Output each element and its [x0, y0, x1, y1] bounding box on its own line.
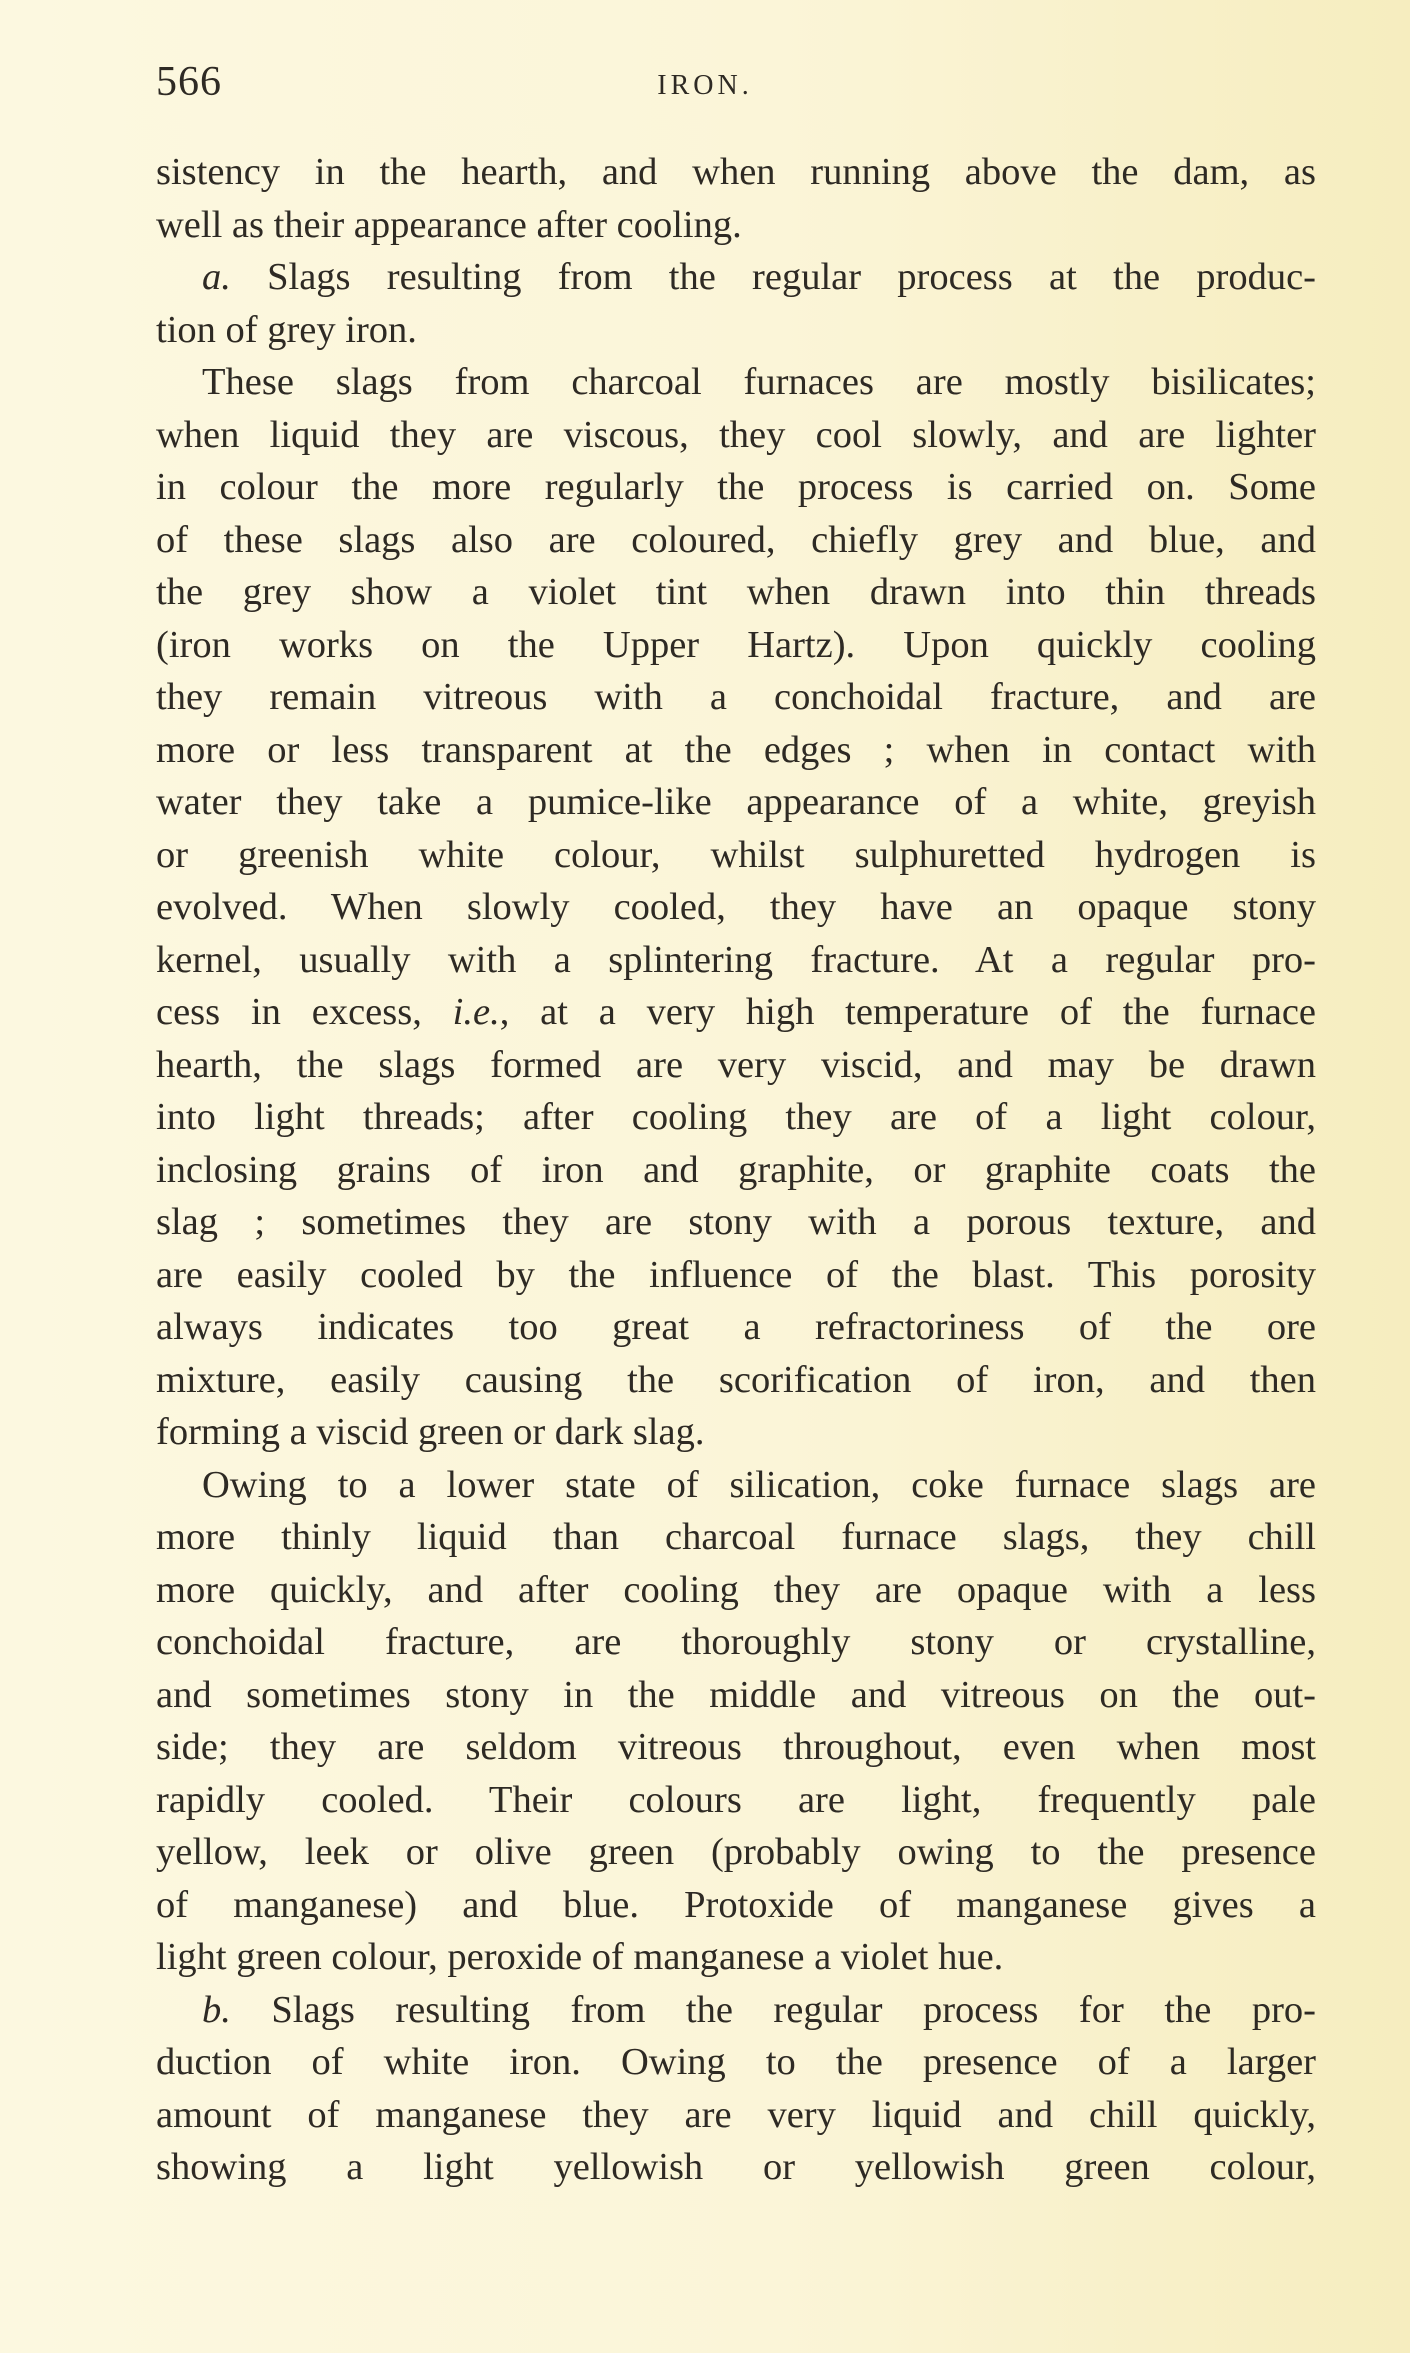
text-line [156, 1826, 1316, 1879]
page-number: 566 [156, 59, 222, 105]
enumeration-label: b. [202, 1988, 231, 2031]
text-line [156, 986, 1316, 1039]
line-text: mixture, easily causing the scorification of iron, and then [156, 1358, 1316, 1401]
text-line [156, 1616, 1316, 1669]
line-text: yellow, leek or olive green (probably owing to the presence [156, 1831, 1316, 1873]
line-text: Owing to a lower state of silication, coke furnace slags are [202, 1463, 1316, 1506]
text-line [156, 461, 1316, 514]
text-line [156, 566, 1316, 619]
line-text: more quickly, and after cooling they are opaque with a less [156, 1568, 1316, 1611]
line-text: light green colour, peroxide of manganese a violet hue. [156, 1936, 1004, 1978]
text-line [156, 1249, 1316, 1302]
line-text: more thinly liquid than charcoal furnace slags, they chill [156, 1516, 1316, 1558]
line-text: of manganese) and blue. Protoxide of manganese gives a [156, 1883, 1316, 1926]
running-head: IRON. [657, 70, 753, 101]
line-text: in colour the more regularly the process is carried on. Some [156, 466, 1316, 508]
line-text: tion of grey iron. [156, 308, 417, 351]
text-line [156, 514, 1316, 567]
line-text: or greenish white colour, whilst sulphuretted hydrogen is [156, 833, 1316, 876]
line-text: kernel, usually with a splintering fracture. At a regular pro- [156, 938, 1316, 981]
line-text: side; they are seldom vitreous throughout, even when most [156, 1726, 1316, 1768]
line-text: the grey show a violet tint when drawn into thin threads [156, 571, 1316, 613]
text-line [156, 251, 1316, 304]
text-line [156, 881, 1316, 934]
text-line [156, 1721, 1316, 1774]
text-line [156, 1301, 1316, 1354]
text-line [156, 1091, 1316, 1144]
text-line [156, 619, 1316, 672]
text-line [156, 1931, 1316, 1984]
line-text: evolved. When slowly cooled, they have an opaque stony [156, 886, 1316, 928]
line-text: of these slags also are coloured, chiefly grey and blue, and [156, 518, 1316, 561]
line-text: Slags resulting from the regular process for the pro- [230, 1988, 1316, 2031]
text-line [156, 2036, 1316, 2089]
text-line [156, 304, 1316, 357]
line-text: conchoidal fracture, are thoroughly stony or crystalline, [156, 1621, 1316, 1663]
text-line [156, 199, 1316, 252]
text-line [156, 1564, 1316, 1617]
text-line [156, 356, 1316, 409]
text-line [156, 776, 1316, 829]
text-line [156, 1406, 1316, 1459]
text-line [156, 2141, 1316, 2194]
text-line [156, 934, 1316, 987]
enumeration-label: a. [202, 256, 231, 298]
text-line [156, 1774, 1316, 1827]
text-line [156, 1459, 1316, 1512]
text-line [156, 2089, 1316, 2142]
text-line [156, 829, 1316, 882]
line-text: showing a light yellowish or yellowish green colour, [156, 2146, 1316, 2188]
line-text: cess in excess, [156, 991, 453, 1033]
text-line [156, 409, 1316, 462]
text-line [156, 1511, 1316, 1564]
line-text: forming a viscid green or dark slag. [156, 1411, 705, 1453]
text-line [156, 1196, 1316, 1249]
italic-abbreviation: i.e. [452, 991, 500, 1033]
text-line [156, 1039, 1316, 1092]
text-line [156, 724, 1316, 777]
line-text: well as their appearance after cooling. [156, 203, 742, 246]
line-text: inclosing grains of iron and graphite, or graphite coats the [156, 1148, 1316, 1191]
text-line [156, 1144, 1316, 1197]
line-text: are easily cooled by the influence of the blast. This porosity [156, 1253, 1316, 1296]
line-text: hearth, the slags formed are very viscid, and may be drawn [156, 1043, 1316, 1086]
line-text: more or less transparent at the edges ; when in contact with [156, 728, 1316, 771]
line-text: sistency in the hearth, and when running above the dam, as [156, 151, 1316, 193]
text-line [156, 1354, 1316, 1407]
text-line [156, 1984, 1316, 2037]
line-text: they remain vitreous with a conchoidal fracture, and are [156, 676, 1316, 718]
text-line [156, 146, 1316, 199]
line-text: rapidly cooled. Their colours are light, frequently pale [156, 1778, 1316, 1821]
line-text: duction of white iron. Owing to the presence of a larger [156, 2041, 1316, 2083]
line-text-continued: , at a very high temperature of the furnace [499, 991, 1316, 1033]
line-text: when liquid they are viscous, they cool slowly, and are lighter [156, 413, 1316, 456]
text-line [156, 1669, 1316, 1722]
line-text: into light threads; after cooling they are of a light colour, [156, 1096, 1316, 1138]
line-text: water they take a pumice-like appearance of a white, greyish [156, 781, 1316, 823]
line-text: (iron works on the Upper Hartz). Upon quickly cooling [156, 623, 1316, 666]
line-text: These slags from charcoal furnaces are mostly bisilicates; [202, 361, 1316, 403]
line-text: Slags resulting from the regular process at the produc- [230, 256, 1316, 298]
text-line [156, 671, 1316, 724]
body-text [156, 146, 1316, 2194]
line-text: and sometimes stony in the middle and vitreous on the out- [156, 1673, 1316, 1716]
text-line [156, 1879, 1316, 1932]
line-text: slag ; sometimes they are stony with a porous texture, and [156, 1201, 1316, 1243]
line-text: amount of manganese they are very liquid and chill quickly, [156, 2093, 1316, 2136]
line-text: always indicates too great a refractoriness of the ore [156, 1306, 1316, 1348]
